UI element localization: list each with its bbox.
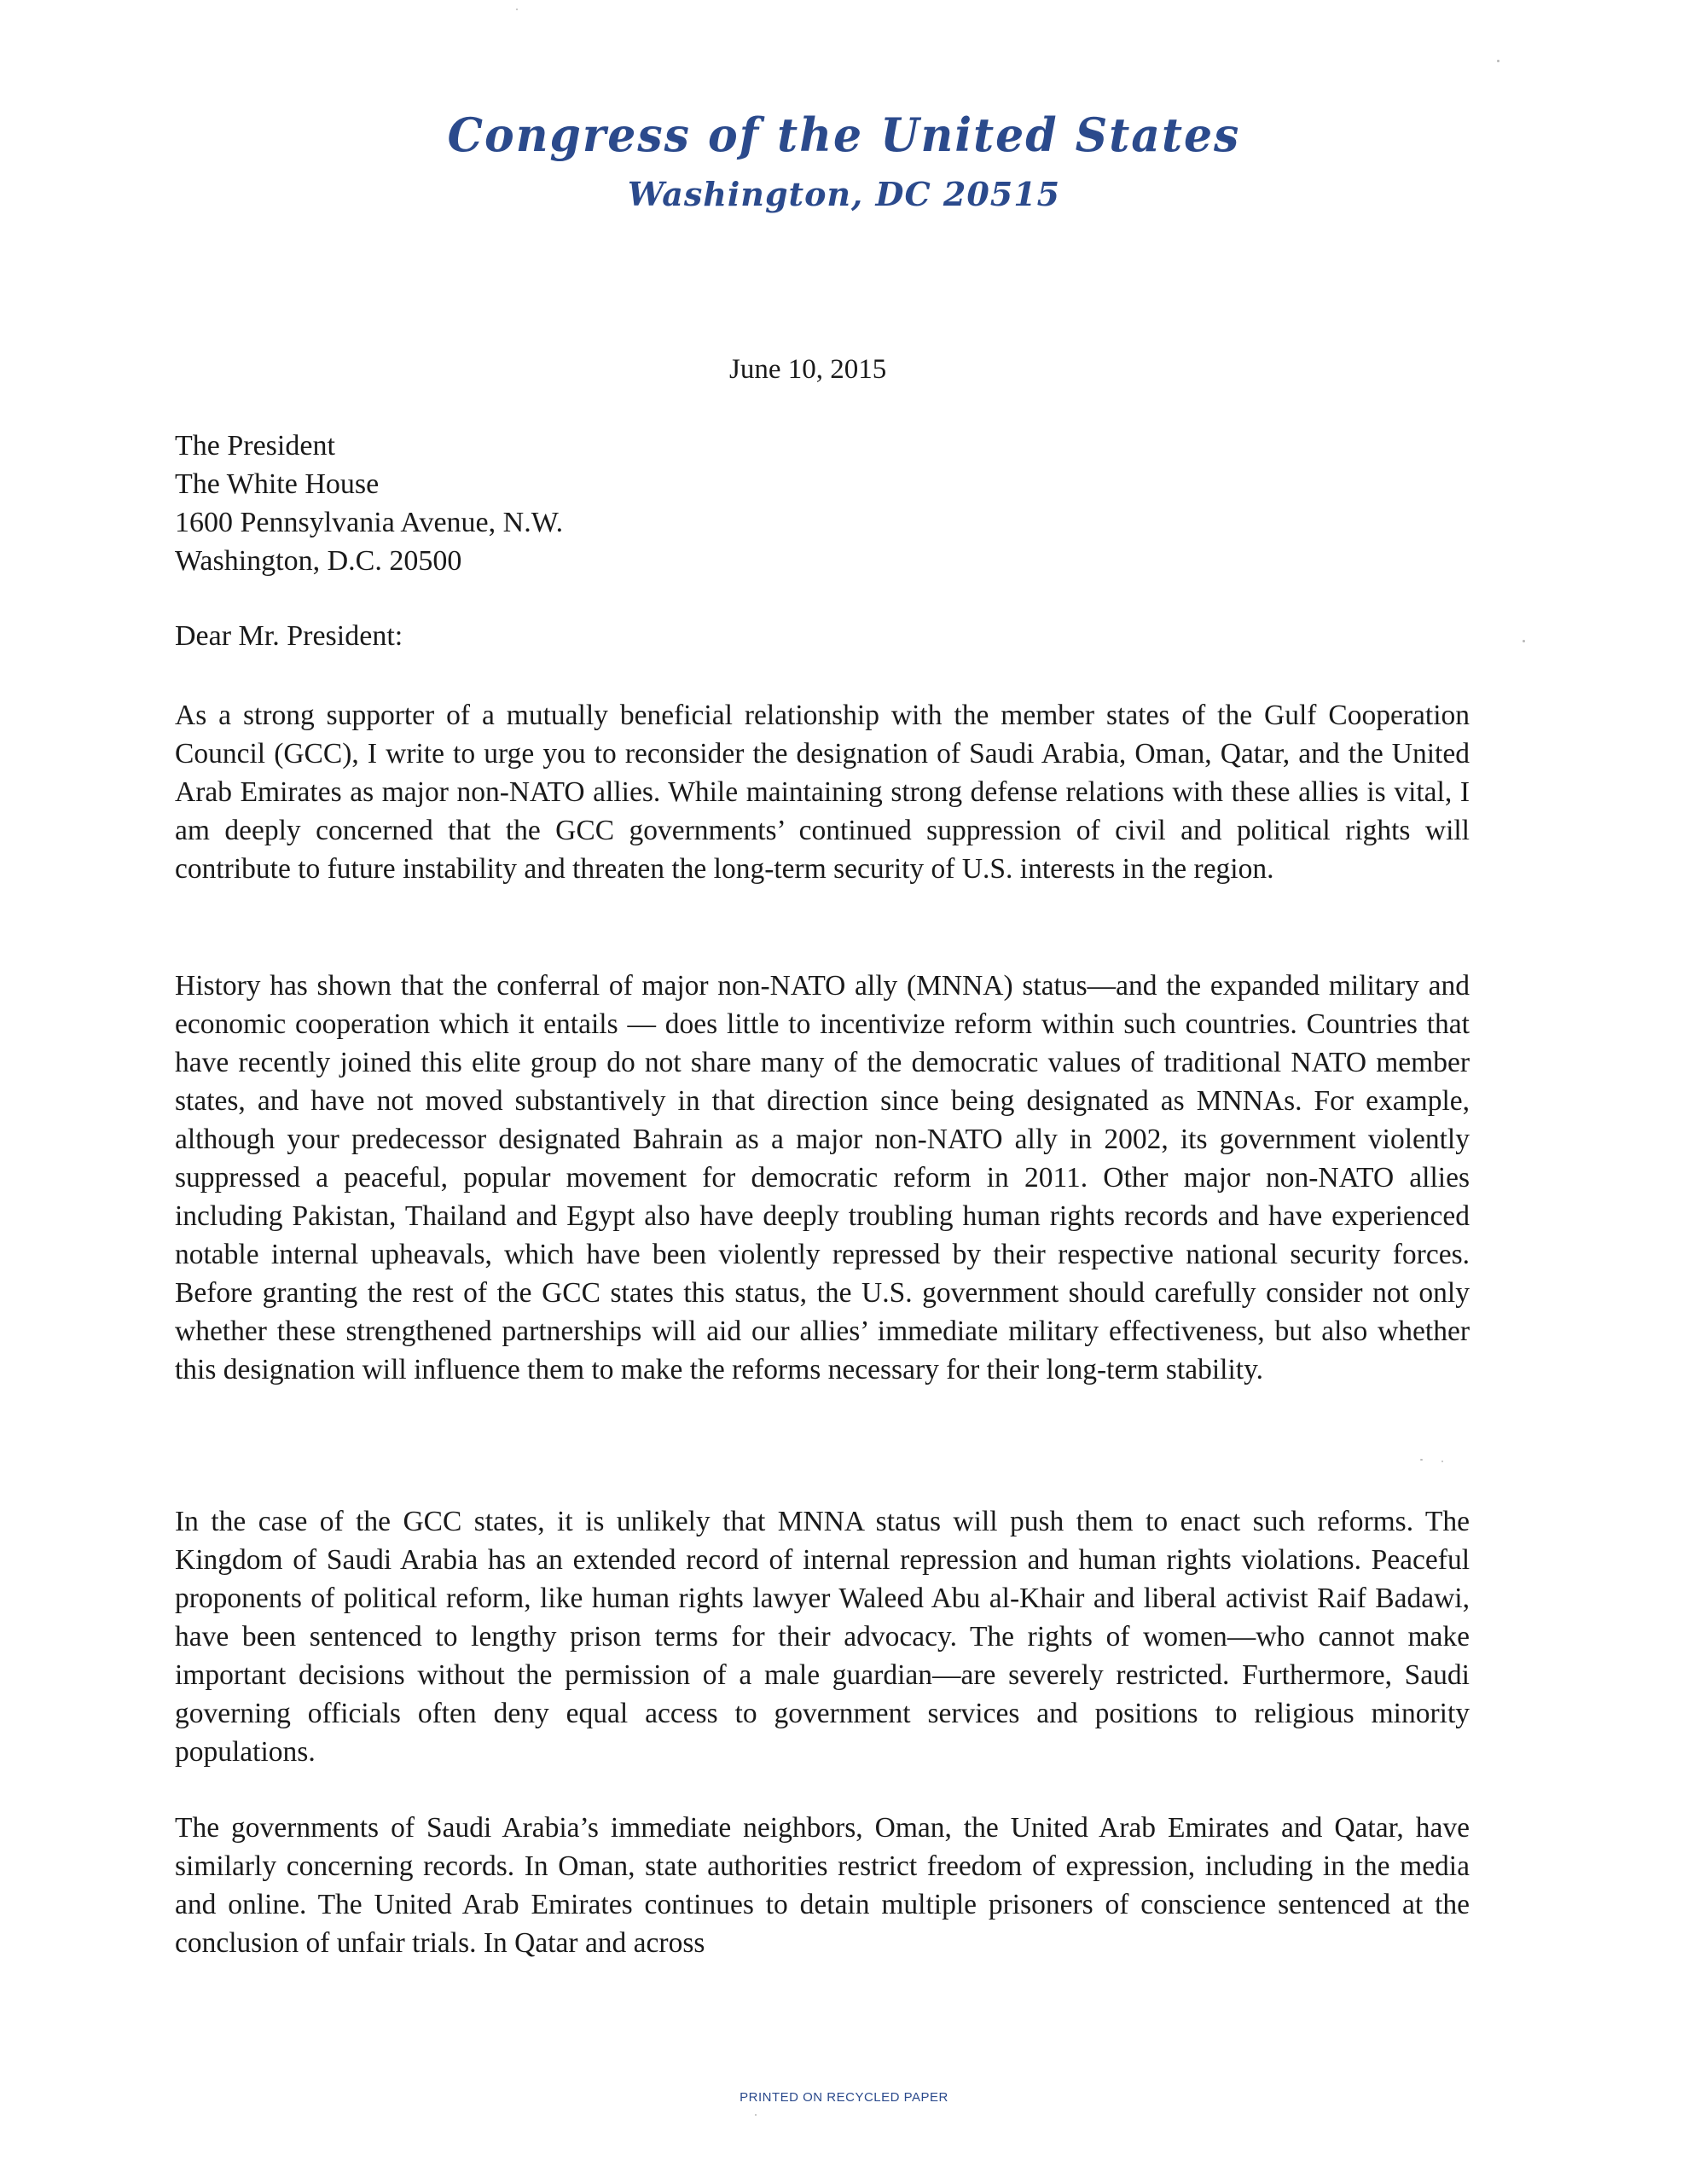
scan-speck: [755, 2114, 757, 2116]
letterhead-title: Congress of the United States: [447, 107, 1241, 163]
body-paragraph: The governments of Saudi Arabia’s immediate neighbors, Oman, the United Arab Emirates and Qatar, have similarly concerning records. In Oman, state authorities restrict freedom of expression, including in the media and online. The United Arab Emirates continues to detain multiple prisoners of conscience sentenced at the conclusion of unfair trials. In Qatar and across: [175, 1812, 1470, 1959]
body-paragraph: As a strong supporter of a mutually beneficial relationship with the member states of the Gulf Cooperation Council (GCC), I write to urge you to reconsider the designation of Saudi Arabia, Oman, Qatar, and the United Arab Emirates as major non-NATO allies. While maintaining strong defense relations with these allies is vital, I am deeply concerned that the GCC governments’ continued suppression of civil and political rights will contribute to future instability and threaten the long-term security of U.S. interests in the region.: [175, 700, 1470, 885]
body-paragraph: In the case of the GCC states, it is unlikely that MNNA status will push them to enact such reforms. The Kingdom of Saudi Arabia has an extended record of internal repression and human rights violations. Peaceful proponents of political reform, like human rights lawyer Waleed Abu al-Khair and liberal activist Raif Badawi, have been sentenced to lengthy prison terms for their advocacy. The rights of women—who cannot make important decisions without the permission of a male guardian—are severely restricted. Furthermore, Saudi governing officials often deny equal access to government services and positions to religious minority populations.: [175, 1506, 1470, 1768]
recipient-line: The White House: [175, 468, 380, 500]
letter-date: June 10, 2015: [729, 354, 887, 385]
salutation: Dear Mr. President:: [175, 620, 403, 652]
recipient-line: 1600 Pennsylvania Avenue, N.W.: [175, 507, 564, 538]
scan-speck: [516, 9, 518, 10]
scan-speck: [1420, 1459, 1423, 1461]
body-paragraph: History has shown that the conferral of major non-NATO ally (MNNA) status—and the expanded military and economic cooperation which it entails — does little to incentivize reform within such countries. Countries that have recently joined this elite group do not share many of the democratic values of traditional NATO member states, and have not moved substantively in that direction since being designated as MNNAs. For example, although your predecessor designated Bahrain as a major non-NATO ally in 2002, its government violently suppressed a peaceful, popular movement for democratic reform in 2011. Other major non-NATO allies including Pakistan, Thailand and Egypt also have deeply troubling human rights records and have experienced notable internal upheavals, which have been violently repressed by their respective national security forces. Before granting the rest of the GCC states this status, the U.S. government should carefully consider not only whether these strengthened partnerships will aid our allies’ immediate military effectiveness, but also whether this designation will influence them to make the reforms necessary for their long-term stability.: [175, 970, 1470, 1385]
recycled-paper-notice: PRINTED ON RECYCLED PAPER: [740, 2090, 948, 2105]
recipient-line: Washington, D.C. 20500: [175, 545, 462, 577]
recipient-address: [175, 427, 563, 580]
scan-speck: [1497, 60, 1499, 62]
scan-speck: [1523, 640, 1525, 642]
scan-speck: [1441, 1461, 1443, 1462]
letterhead-address: Washington, DC 20515: [627, 175, 1061, 213]
recipient-line: The President: [175, 430, 335, 462]
